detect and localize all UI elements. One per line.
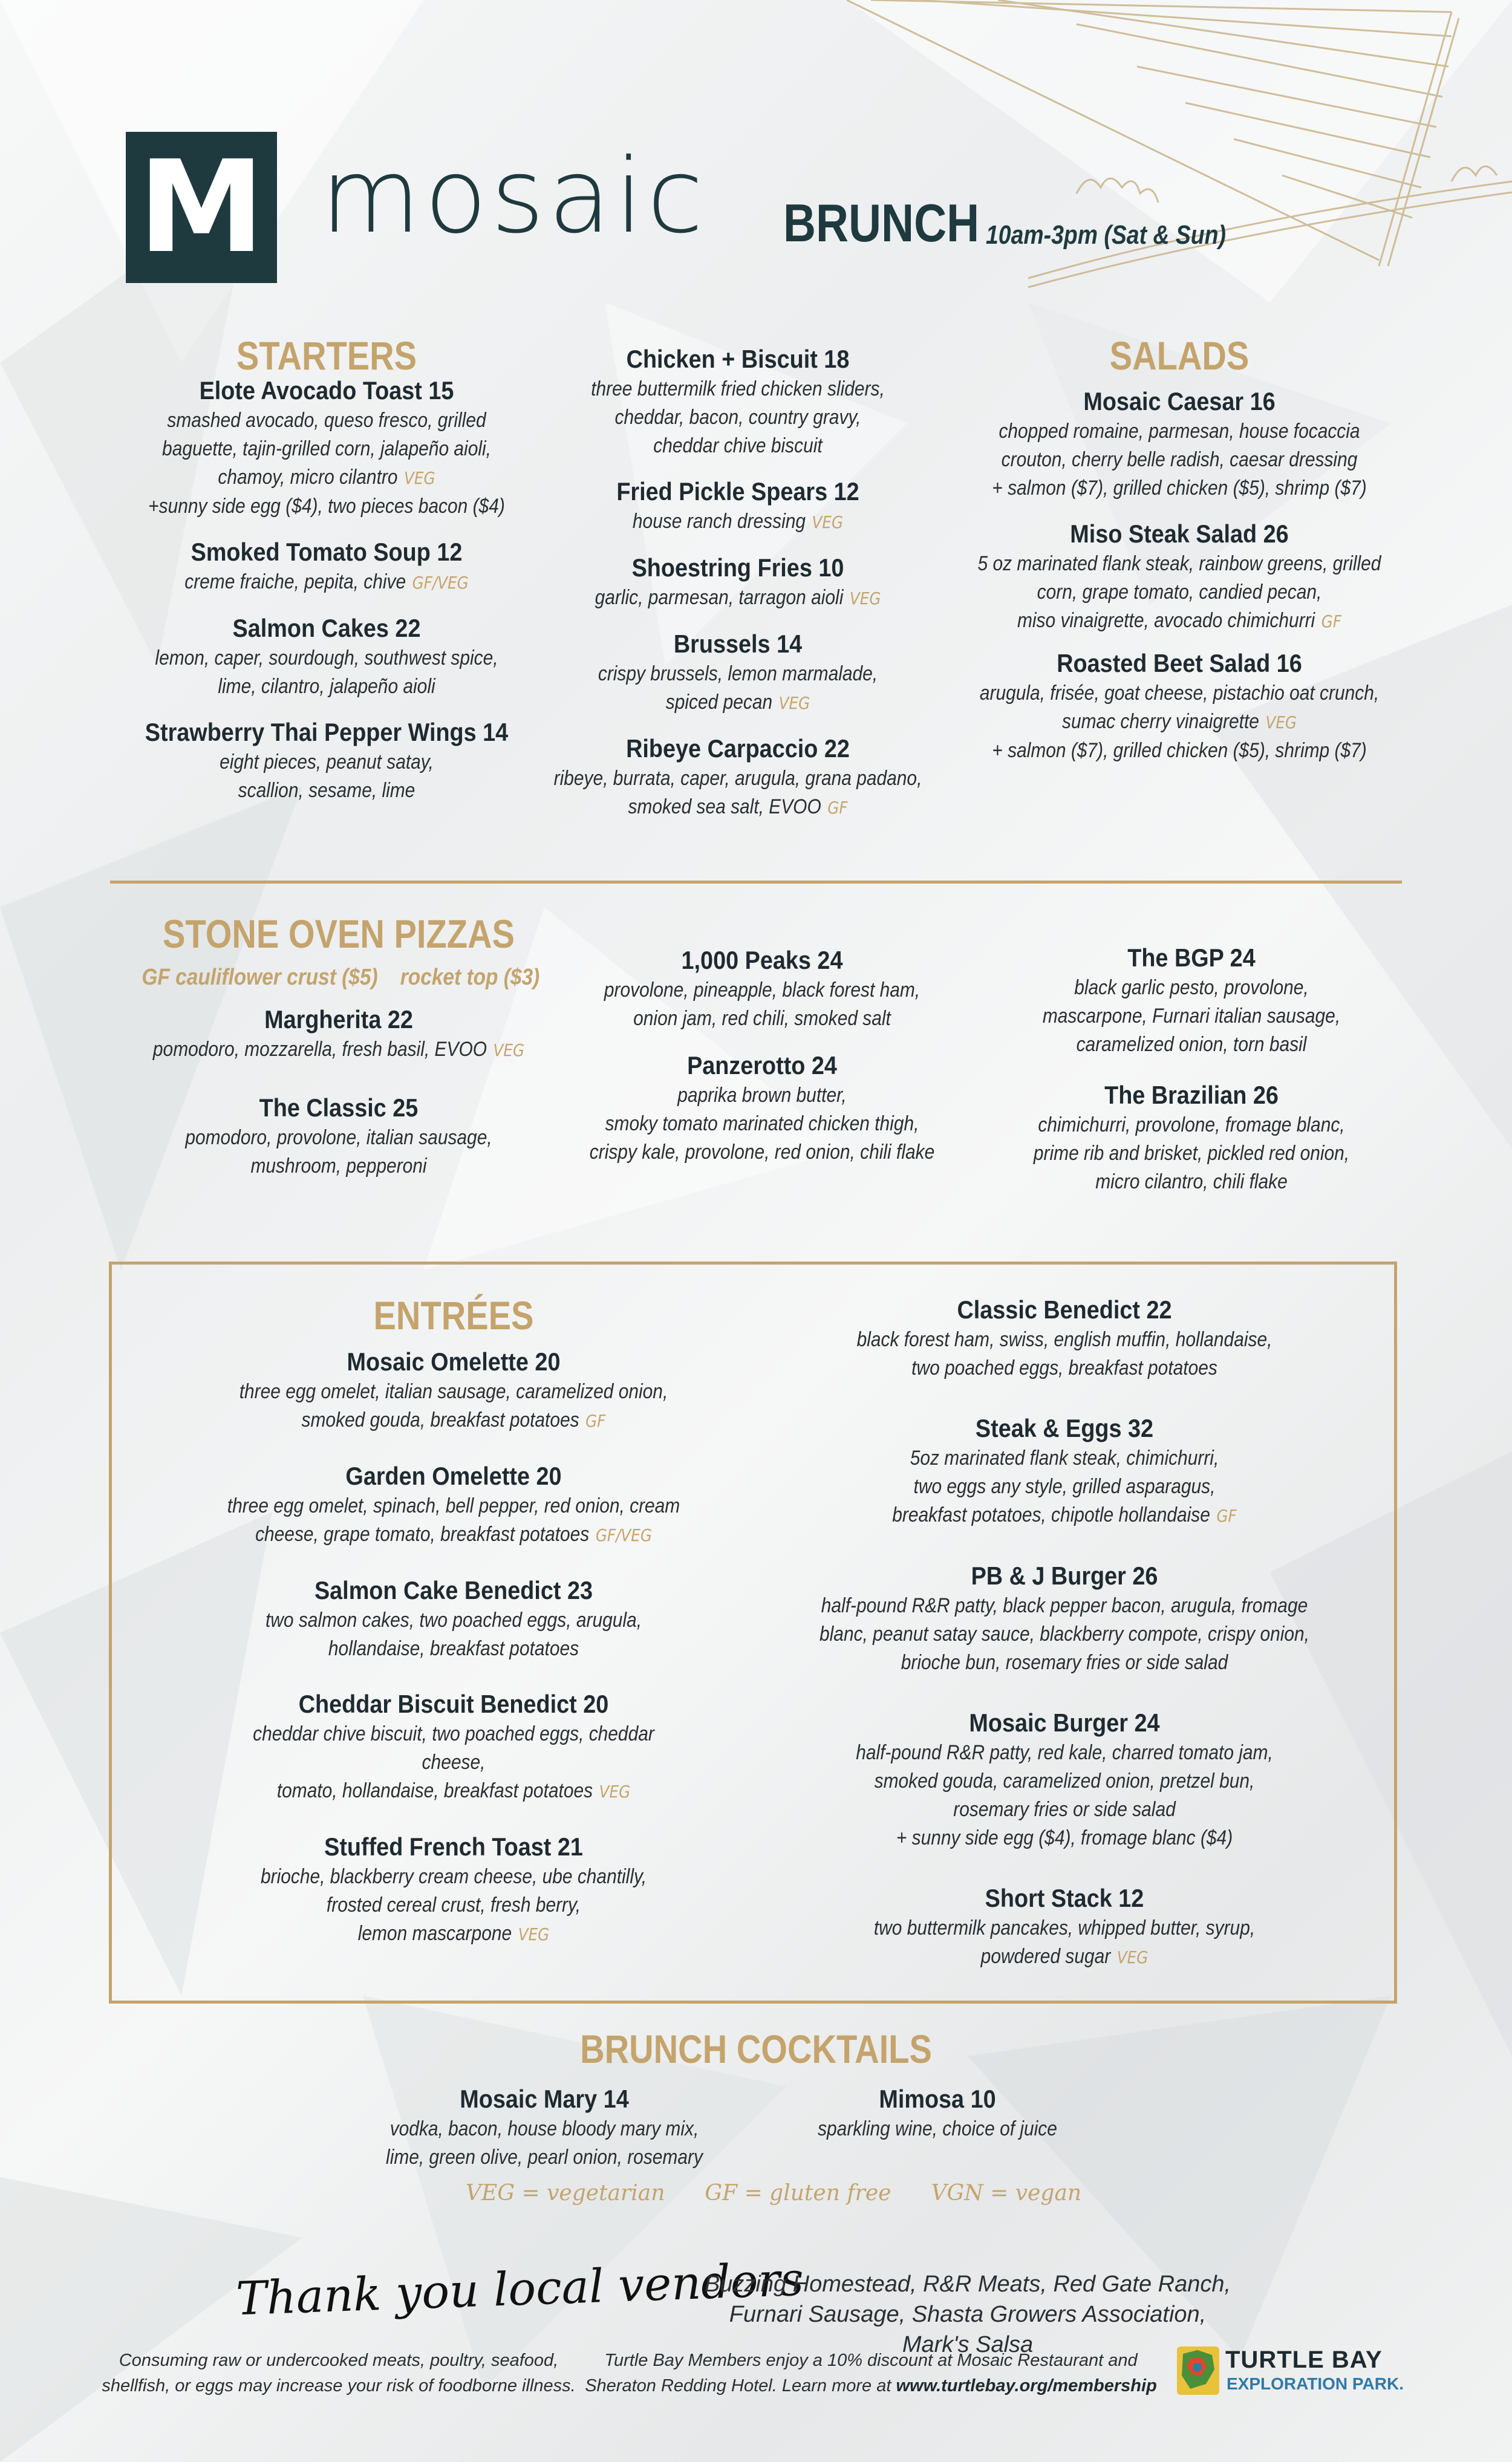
menu-item: [115, 1004, 562, 1064]
item-name: Mosaic Burger 24: [969, 1708, 1160, 1737]
menu-item: [115, 717, 538, 805]
item-description: cheddar chive biscuit: [653, 434, 823, 457]
entrees-right-column: [780, 1294, 1349, 1972]
item-description: pomodoro, mozzarella, fresh basil, EVOO VEG: [152, 1038, 525, 1061]
item-description: frosted cereal crust, fresh berry,: [326, 1894, 581, 1917]
item-description: 5 oz marinated flank steak, rainbow greens, grilled: [977, 552, 1381, 575]
thank-you-vendors: Thank you local vendors: [235, 2252, 805, 2326]
legend-vgn: VGN = vegan: [931, 2181, 1082, 2206]
item-description: + salmon ($7), grilled chicken ($5), shrimp ($7): [992, 477, 1367, 500]
menu-item: [950, 648, 1409, 765]
item-name: The Brazilian 26: [1104, 1081, 1279, 1109]
item-description: lemon, caper, sourdough, southwest spice,: [155, 646, 498, 669]
item-description: scallion, sesame, lime: [238, 779, 415, 802]
veg-tag: VEG: [1116, 1947, 1149, 1967]
menu-item: [520, 476, 956, 536]
item-name: Cheddar Biscuit Benedict 20: [298, 1690, 609, 1718]
gf-tag: GF: [585, 1411, 606, 1431]
veg-tag: VEG: [812, 512, 844, 532]
item-description: 5oz marinated flank steak, chimichurri,: [910, 1447, 1219, 1470]
item-name: Smoked Tomato Soup 12: [191, 538, 463, 566]
item-description: sumac cherry vinaigrette VEG: [1061, 710, 1297, 733]
item-description: vodka, bacon, house bloody mary mix,: [389, 2117, 699, 2140]
pizza-options: GF cauliflower crust ($5) rocket top ($3): [142, 965, 540, 990]
item-description: baguette, tajin-grilled corn, jalapeño aioli,: [162, 437, 491, 460]
item-description: blanc, peanut satay sauce, blackberry compote, crispy onion,: [820, 1623, 1309, 1646]
menu-item: [115, 375, 538, 521]
diet-tag: GF/VEG: [595, 1525, 652, 1545]
item-description: black forest ham, swiss, english muffin, hollandaise,: [856, 1328, 1272, 1351]
item-description: spiced pecan VEG: [665, 691, 810, 714]
item-description: +sunny side egg ($4), two pieces bacon ($4): [148, 495, 505, 518]
menu-item: [194, 1461, 714, 1549]
item-name: The BGP 24: [1127, 943, 1256, 972]
item-name: Salmon Cakes 22: [232, 614, 421, 642]
warning-line: shellfish, or eggs may increase your risk of foodborne illness.: [102, 2376, 576, 2395]
veg-tag: VEG: [518, 1924, 550, 1944]
brunch-hours: 10am-3pm (Sat & Sun): [986, 220, 1226, 250]
item-description: cheese, grape tomato, breakfast potatoes GF/VEG: [255, 1523, 652, 1546]
veg-tag: VEG: [778, 693, 810, 713]
item-description: caramelized onion, torn basil: [1076, 1033, 1307, 1056]
item-description: cheddar, bacon, country gravy,: [614, 406, 861, 429]
menu-title: BRUNCH: [783, 193, 980, 253]
item-description: smoky tomato marinated chicken thigh,: [605, 1112, 919, 1135]
veg-tag: VEG: [1265, 712, 1297, 732]
menu-item: [520, 344, 956, 460]
legend-gf: GF = gluten free: [705, 2181, 891, 2206]
item-description: prime rib and brisket, pickled red onion,: [1033, 1142, 1350, 1165]
item-description: two poached eggs, breakfast potatoes: [911, 1356, 1217, 1379]
section-title-pizzas: STONE OVEN PIZZAS: [163, 911, 515, 956]
item-description: onion jam, red chili, smoked salt: [633, 1007, 891, 1030]
item-description: chamoy, micro cilantro VEG: [218, 466, 435, 489]
item-description: corn, grape tomato, candied pecan,: [1037, 581, 1322, 604]
menu-item: [339, 2083, 750, 2172]
item-description: brioche bun, rosemary fries or side salad: [901, 1651, 1228, 1674]
menu-item: [115, 536, 538, 597]
section-title-cocktails: BRUNCH COCKTAILS: [580, 2027, 932, 2071]
menu-item: [520, 628, 956, 717]
section-title-salads: SALADS: [1109, 333, 1250, 378]
item-name: Mosaic Mary 14: [460, 2085, 629, 2113]
section-title-entrees: ENTRÉES: [373, 1293, 534, 1338]
partner-subtitle: EXPLORATION PARK.: [1227, 2374, 1404, 2393]
item-name: 1,000 Peaks 24: [681, 946, 843, 974]
item-description: eight pieces, peanut satay,: [220, 751, 434, 773]
item-description: chimichurri, provolone, fromage blanc,: [1038, 1113, 1345, 1136]
item-description: + salmon ($7), grilled chicken ($5), shrimp ($7): [992, 739, 1367, 762]
item-name: Mosaic Omelette 20: [347, 1347, 561, 1376]
item-name: The Classic 25: [259, 1093, 419, 1122]
menu-item: [115, 613, 538, 701]
item-description: hollandaise, breakfast potatoes: [328, 1637, 579, 1660]
warning-line: Consuming raw or undercooked meats, poultry, seafood,: [119, 2351, 559, 2370]
item-description: half-pound R&R patty, black pepper bacon, arugula, fromage: [821, 1594, 1308, 1617]
item-description: crouton, cherry belle radish, caesar dressing: [1001, 448, 1358, 471]
item-description: smoked gouda, breakfast potatoes GF: [301, 1408, 606, 1431]
menu-item: [780, 1707, 1349, 1852]
item-name: Fried Pickle Spears 12: [616, 477, 859, 506]
item-name: Strawberry Thai Pepper Wings 14: [145, 718, 509, 746]
item-description: chopped romaine, parmesan, house focaccia: [999, 420, 1360, 443]
item-description: smashed avocado, queso fresco, grilled: [167, 409, 486, 432]
vendor-line: Buzzing Homestead, R&R Meats, Red Gate Ranch,: [704, 2271, 1231, 2297]
menu-item: [544, 1050, 980, 1167]
item-name: Miso Steak Salad 26: [1070, 519, 1289, 548]
item-description: two eggs any style, grilled asparagus,: [913, 1475, 1216, 1498]
menu-item: [194, 1689, 714, 1806]
item-description: lemon mascarpone VEG: [357, 1922, 550, 1945]
item-description: breakfast potatoes, chipotle hollandaise GF: [892, 1503, 1237, 1526]
mosaic-wordmark: mosaic: [321, 137, 708, 256]
membership-note: [581, 2348, 1161, 2398]
item-description: crispy brussels, lemon marmalade,: [598, 662, 878, 685]
menu-item: [780, 1883, 1349, 1972]
mosaic-logo-mark: M: [126, 132, 277, 283]
item-name: Chicken + Biscuit 18: [626, 345, 850, 373]
item-name: Stuffed French Toast 21: [324, 1832, 583, 1861]
item-name: Steak & Eggs 32: [975, 1414, 1154, 1442]
item-description: creme fraiche, pepita, chive GF/VEG: [184, 570, 469, 593]
veg-tag: VEG: [404, 468, 435, 488]
partner-name: TURTLE BAY: [1225, 2346, 1383, 2373]
item-name: Mosaic Caesar 16: [1083, 387, 1276, 415]
item-description: two salmon cakes, two poached eggs, arugula,: [265, 1609, 642, 1632]
item-description: lime, green olive, pearl onion, rosemary: [386, 2146, 703, 2169]
menu-item: [520, 552, 956, 613]
pizzas-column-2: [544, 945, 980, 1167]
item-description: three egg omelet, spinach, bell pepper, red onion, cream: [227, 1494, 680, 1517]
item-name: Elote Avocado Toast 15: [199, 376, 454, 405]
food-safety-warning: [91, 2348, 587, 2398]
menu-item: [950, 518, 1409, 636]
veg-tag: VEG: [493, 1040, 525, 1060]
item-description: mascarpone, Furnari italian sausage,: [1042, 1005, 1341, 1027]
item-name: Panzerotto 24: [687, 1051, 837, 1080]
item-description: garlic, parmesan, tarragon aioli VEG: [595, 586, 881, 609]
item-description: smoked gouda, caramelized onion, pretzel bun,: [874, 1770, 1255, 1793]
item-name: Garden Omelette 20: [345, 1462, 562, 1490]
item-name: Ribeye Carpaccio 22: [626, 734, 850, 763]
item-description: smoked sea salt, EVOO GF: [628, 795, 848, 818]
pizzas-column-3: [968, 942, 1415, 1196]
vendor-list: [696, 2269, 1240, 2360]
item-name: Roasted Beet Salad 16: [1057, 649, 1302, 677]
dietary-legend: [466, 2181, 1131, 2206]
entrees-left-column: [194, 1288, 714, 1949]
sundial-bridge-illustration: [847, 0, 1512, 314]
item-description: + sunny side egg ($4), fromage blanc ($4): [896, 1826, 1233, 1849]
item-description: rosemary fries or side salad: [953, 1798, 1176, 1821]
item-description: cheddar chive biscuit, two poached eggs, cheddar cheese,: [253, 1722, 654, 1774]
veg-tag: VEG: [849, 588, 881, 608]
legend-veg: VEG = vegetarian: [466, 2181, 665, 2206]
item-description: miso vinaigrette, avocado chimichurri GF: [1017, 609, 1342, 632]
menu-item: [780, 1413, 1349, 1530]
menu-item: [115, 1092, 562, 1181]
menu-item: [968, 942, 1415, 1059]
membership-line: Sheraton Redding Hotel. Learn more at www.turtlebay.org/membership: [585, 2376, 1157, 2395]
menu-item: [520, 733, 956, 822]
gf-tag: GF: [1216, 1506, 1237, 1526]
item-name: Salmon Cake Benedict 23: [314, 1576, 593, 1604]
section-divider: [110, 881, 1402, 884]
item-name: Shoestring Fries 10: [631, 553, 844, 582]
menu-item: [194, 1575, 714, 1663]
membership-link[interactable]: www.turtlebay.org/membership: [896, 2376, 1157, 2395]
gf-tag: GF: [1321, 611, 1342, 631]
starters-section: [115, 331, 538, 805]
item-description: provolone, pineapple, black forest ham,: [604, 979, 921, 1001]
menu-item: [544, 945, 980, 1033]
item-description: mushroom, pepperoni: [250, 1154, 427, 1177]
item-description: half-pound R&R patty, red kale, charred tomato jam,: [856, 1741, 1273, 1764]
veg-tag: VEG: [599, 1782, 631, 1802]
item-description: tomato, hollandaise, breakfast potatoes VEG: [276, 1779, 631, 1802]
turtle-icon: [1177, 2346, 1219, 2395]
menu-item: [950, 386, 1409, 503]
item-name: Short Stack 12: [985, 1884, 1144, 1912]
appetizers-section: [520, 344, 956, 822]
item-name: Margherita 22: [264, 1005, 413, 1034]
menu-item: [194, 1831, 714, 1949]
membership-line: Turtle Bay Members enjoy a 10% discount at Mosaic Restaurant and: [604, 2351, 1138, 2370]
section-title-starters: STARTERS: [236, 333, 417, 378]
item-description: paprika brown butter,: [677, 1084, 847, 1107]
menu-item: [194, 1346, 714, 1435]
item-name: PB & J Burger 26: [971, 1562, 1158, 1590]
item-description: pomodoro, provolone, italian sausage,: [185, 1126, 492, 1149]
item-description: micro cilantro, chili flake: [1095, 1170, 1288, 1193]
item-description: brioche, blackberry cream cheese, ube chantilly,: [260, 1865, 647, 1888]
menu-item: [968, 1080, 1415, 1196]
item-name: Brussels 14: [673, 630, 803, 658]
item-description: three egg omelet, italian sausage, caramelized onion,: [239, 1380, 668, 1403]
diet-tag: GF/VEG: [412, 573, 469, 593]
item-description: house ranch dressing VEG: [632, 510, 844, 533]
item-description: crispy kale, provolone, red onion, chili flake: [589, 1141, 935, 1164]
item-description: two buttermilk pancakes, whipped butter, syrup,: [873, 1917, 1256, 1939]
item-description: three buttermilk fried chicken sliders,: [591, 377, 885, 400]
menu-item: [762, 2083, 1113, 2143]
item-name: Mimosa 10: [879, 2085, 996, 2113]
menu-item: [780, 1294, 1349, 1382]
turtle-bay-logo: [1177, 2346, 1404, 2398]
item-description: sparkling wine, choice of juice: [818, 2117, 1057, 2140]
item-description: ribeye, burrata, caper, arugula, grana padano,: [553, 767, 922, 790]
salads-section: [950, 331, 1409, 765]
item-description: powdered sugar VEG: [980, 1945, 1149, 1968]
item-description: black garlic pesto, provolone,: [1074, 976, 1309, 999]
item-description: lime, cilantro, jalapeño aioli: [218, 675, 435, 698]
item-description: arugula, frisée, goat cheese, pistachio oat crunch,: [979, 682, 1380, 705]
gf-tag: GF: [827, 798, 848, 818]
item-name: Classic Benedict 22: [957, 1295, 1172, 1324]
cocktail-item: [762, 2083, 1113, 2143]
menu-item: [780, 1560, 1349, 1677]
cocktail-item: [339, 2083, 750, 2172]
vendor-line: Furnari Sausage, Shasta Growers Association, Mark's Salsa: [729, 2302, 1207, 2357]
pizzas-section: [115, 908, 562, 1181]
